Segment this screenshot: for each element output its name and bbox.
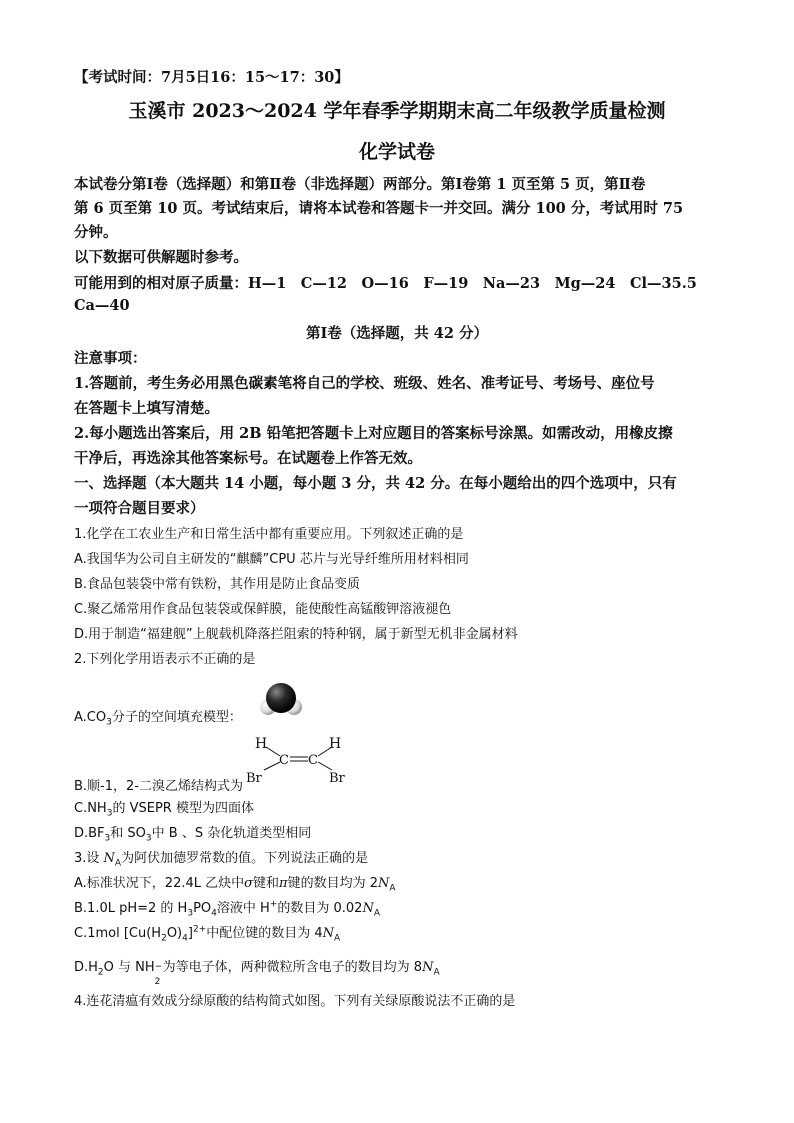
- q3-option-c: C.1mol $[Cu(H_2O)_4]^{2+}$中配位键的数目为 $4N_A$: [74, 924, 341, 944]
- note-2b: 干净后，再选涂其他答案标号。在试题卷上作答无效。: [74, 450, 422, 467]
- section-1-title: 第Ⅰ卷（选择题，共 42 分）: [305, 325, 489, 342]
- q3-option-a: A.标准状况下，22.4L 乙炔中σ键和π键的数目均为 $2N_A$: [74, 876, 396, 894]
- atom-h-left: H: [255, 736, 268, 752]
- note-1a: 1.答题前，考生务必用黑色碳素笔将自己的学校、班级、姓名、准考证号、考场号、座位号: [74, 375, 655, 392]
- q2-option-d: $D.BF_3$和 $SO_3$中 B 、S 杂化轨道类型相同: [74, 826, 312, 844]
- atom-h-right: H: [329, 736, 342, 752]
- notes-title: 注意事项：: [74, 350, 147, 367]
- exam-time: 【考试时间：7月5日16：15～17：30】: [74, 69, 349, 86]
- intro-line-3: 分钟。: [74, 224, 118, 241]
- atom-c-right: C: [308, 753, 318, 768]
- subject-title: 化学试卷: [358, 141, 435, 163]
- atom-br-left: Br: [246, 771, 262, 784]
- q3-option-b: B.1.0L pH=2 的 $H_3PO_4$溶液中 H+的数目为 $0.02N_A$: [74, 899, 380, 919]
- exam-title: 玉溪市 2023～2024 学年春季学期期末高二年级教学质量检测: [128, 100, 666, 122]
- q3-option-d: $D.H_2O$ 与 NH − 2 为等电子体，两种微粒所含电子的数目均为 $8N_A$: [74, 960, 440, 987]
- atom-br-right: Br: [329, 771, 345, 784]
- atomic-masses-cont: Ca—40: [74, 297, 130, 314]
- part-1-heading: 一、选择题（本大题共 14 小题，每小题 3 分，共 42 分。在每小题给出的四个选项中，只有: [74, 475, 677, 492]
- intro-line-2: 第 6 页至第 10 页。考试结束后，请将本试卷和答题卡一并交回。满分 100 分，考试用时 75: [74, 200, 684, 217]
- atomic-masses: 可能用到的相对原子质量：H—1 C—12 O—16 F—19 Na—23 Mg—24 Cl—35.5: [74, 275, 697, 292]
- note-2a: 2.每小题选出答案后，用 2B 铅笔把答题卡上对应题目的答案标号涂黑。如需改动，用橡皮擦: [74, 425, 673, 442]
- q1-option-d: D.用于制造“福建舰”上舰载机降落拦阻索的特种钢，属于新型无机非金属材料: [74, 627, 518, 642]
- q2-option-a: $A.CO_3$分子的空间填充模型：: [74, 710, 242, 728]
- q1-option-b: B.食品包装袋中常有铁粉，其作用是防止食品变质: [74, 577, 361, 592]
- co3-space-filling-model-image: [258, 680, 304, 720]
- cis-dibromoethene-structure-diagram: [246, 732, 356, 784]
- q2-option-b: B.顺-1，2-二溴乙烯结构式为: [74, 779, 243, 794]
- q3-stem: 3.设 $N_A$为阿伏加德罗常数的值。下列说法正确的是: [74, 851, 369, 869]
- q2-stem: 2.下列化学用语表示不正确的是: [74, 652, 256, 667]
- part-1-heading-cont: 一项符合题目要求）: [74, 500, 205, 517]
- q1-option-c: C.聚乙烯常用作食品包装袋或保鲜膜，能使酸性高锰酸钾溶液褪色: [74, 602, 452, 617]
- note-1b: 在答题卡上填写清楚。: [74, 400, 219, 417]
- q2-option-c: $C.NH_3$的 VSEPR 模型为四面体: [74, 801, 254, 819]
- q1-option-a: A.我国华为公司自主研发的“麒麟”CPU 芯片与光导纤维所用材料相同: [74, 552, 469, 567]
- q1-stem: 1.化学在工农业生产和日常生活中都有重要应用。下列叙述正确的是: [74, 527, 464, 542]
- atom-c-left: C: [279, 753, 289, 768]
- q4-stem: 4.连花清瘟有效成分绿原酸的结构简式如图。下列有关绿原酸说法不正确的是: [74, 994, 516, 1009]
- intro-line-4: 以下数据可供解题时参考。: [74, 249, 248, 266]
- intro-line-1: 本试卷分第Ⅰ卷（选择题）和第Ⅱ卷（非选择题）两部分。第Ⅰ卷第 1 页至第 5 页，第Ⅱ卷: [74, 176, 646, 193]
